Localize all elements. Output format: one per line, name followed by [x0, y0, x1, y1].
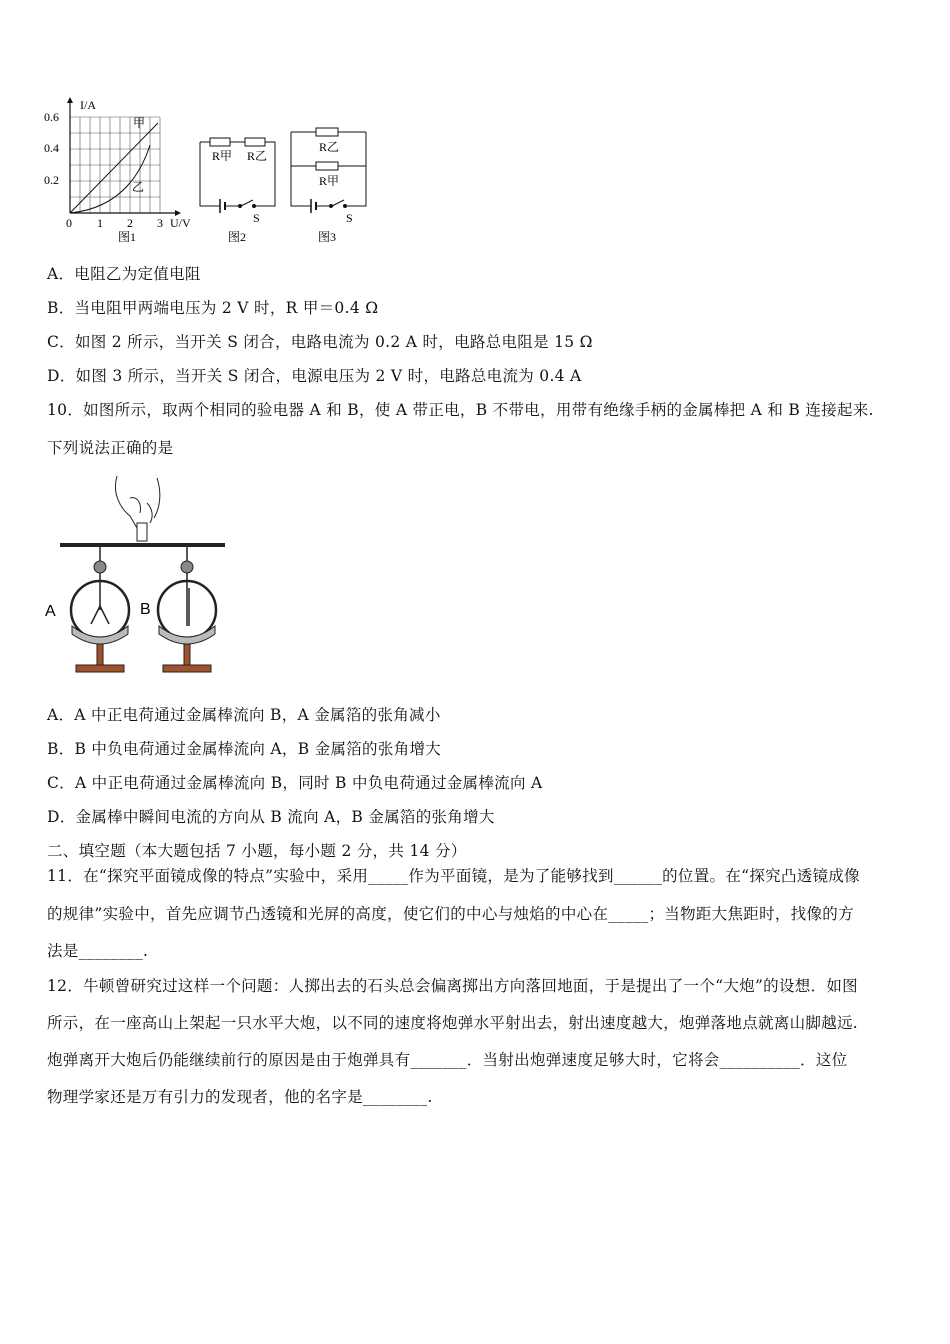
electroscope-b [158, 547, 216, 672]
hand-illustration [115, 476, 159, 541]
q11-line3: 法是________. [47, 942, 149, 960]
q10-option-d: D．金属棒中瞬间电流的方向从 B 流向 A，B 金属箔的张角增大 [47, 808, 495, 826]
figure-1-caption: 图1 [118, 230, 137, 244]
figure-3-circuit [286, 122, 371, 245]
q10-stem-line1: 10．如图所示，取两个相同的验电器 A 和 B，使 A 带正电，B 不带电，用带有绝缘手柄的金属棒把 A 和 B 连接起来. [47, 401, 874, 419]
q9-option-a: A．电阻乙为定值电阻 [47, 265, 201, 283]
q11-line1: 11．在“探究平面镜成像的特点”实验中，采用_____作为平面镜，是为了能够找到______的位置。在“探究凸透镜成像 [47, 867, 860, 885]
section-2-heading: 二、填空题（本大题包括 7 小题，每小题 2 分，共 14 分） [47, 842, 467, 860]
y-axis-label: I/A [80, 98, 96, 112]
figure-2-caption: 图2 [228, 230, 247, 244]
q12-line1: 12．牛顿曾研究过这样一个问题：人掷出去的石头总会偏离掷出方向落回地面，于是提出了一个“大炮”的设想．如图 [47, 977, 858, 995]
switch-label: S [253, 211, 260, 225]
q10-option-a: A．A 中正电荷通过金属棒流向 B，A 金属箔的张角减小 [47, 706, 441, 724]
x-tick-3: 3 [157, 216, 163, 230]
figure-1-graph [40, 95, 200, 245]
metal-rod [60, 543, 225, 547]
x-tick-1: 1 [97, 216, 103, 230]
q12-line2: 所示，在一座高山上架起一只水平大炮，以不同的速度将炮弹水平射出去，射出速度越大，炮弹落地点就离山脚越远. [47, 1014, 859, 1032]
electroscope-a [71, 547, 129, 672]
q9-option-b: B．当电阻甲两端电压为 2 V 时，R 甲＝0.4 Ω [47, 299, 379, 317]
y-tick-04: 0.4 [44, 141, 59, 155]
q12-line3: 炮弹离开大炮后仍能继续前行的原因是由于炮弹具有_______．当射出炮弹速度足够大时，它将会__________．这位 [47, 1051, 848, 1069]
y-tick-02: 0.2 [44, 173, 59, 187]
resistor-r-yi-label: R乙 [247, 149, 268, 163]
q11-line2: 的规律”实验中，首先应调节凸透镜和光屏的高度，使它们的中心与烛焰的中心在_____；当物距大焦距时，找像的方 [47, 905, 854, 923]
electroscope-a-label: A [45, 603, 56, 620]
x-axis-label: U/V [170, 216, 191, 230]
figure-2-circuit [195, 130, 280, 245]
q9-option-d: D．如图 3 所示，当开关 S 闭合，电源电压为 2 V 时，电路总电流为 0.4 A [47, 367, 582, 385]
q10-option-b: B．B 中负电荷通过金属棒流向 A，B 金属箔的张角增大 [47, 740, 442, 758]
resistor-r-jia-label: R甲 [212, 149, 233, 163]
figure-3-caption: 图3 [318, 230, 337, 244]
q10-option-c: C．A 中正电荷通过金属棒流向 B，同时 B 中负电荷通过金属棒流向 A [47, 774, 543, 792]
electroscope-figure [42, 468, 232, 680]
q12-line4: 物理学家还是万有引力的发现者，他的名字是________. [47, 1088, 433, 1106]
curve-label-jia: 甲 [133, 116, 146, 130]
q9-option-c: C．如图 2 所示，当开关 S 闭合，电路电流为 0.2 A 时，电路总电阻是 15 Ω [47, 333, 593, 351]
resistor-r-yi-label: R乙 [319, 140, 340, 154]
resistor-r-jia-label: R甲 [319, 174, 340, 188]
electroscope-b-label: B [140, 601, 151, 618]
x-tick-0: 0 [66, 216, 72, 230]
x-tick-2: 2 [127, 216, 133, 230]
switch-label: S [346, 211, 353, 225]
q10-stem-line2: 下列说法正确的是 [47, 439, 174, 457]
y-tick-06: 0.6 [44, 110, 59, 124]
curve-label-yi: 乙 [132, 180, 145, 194]
